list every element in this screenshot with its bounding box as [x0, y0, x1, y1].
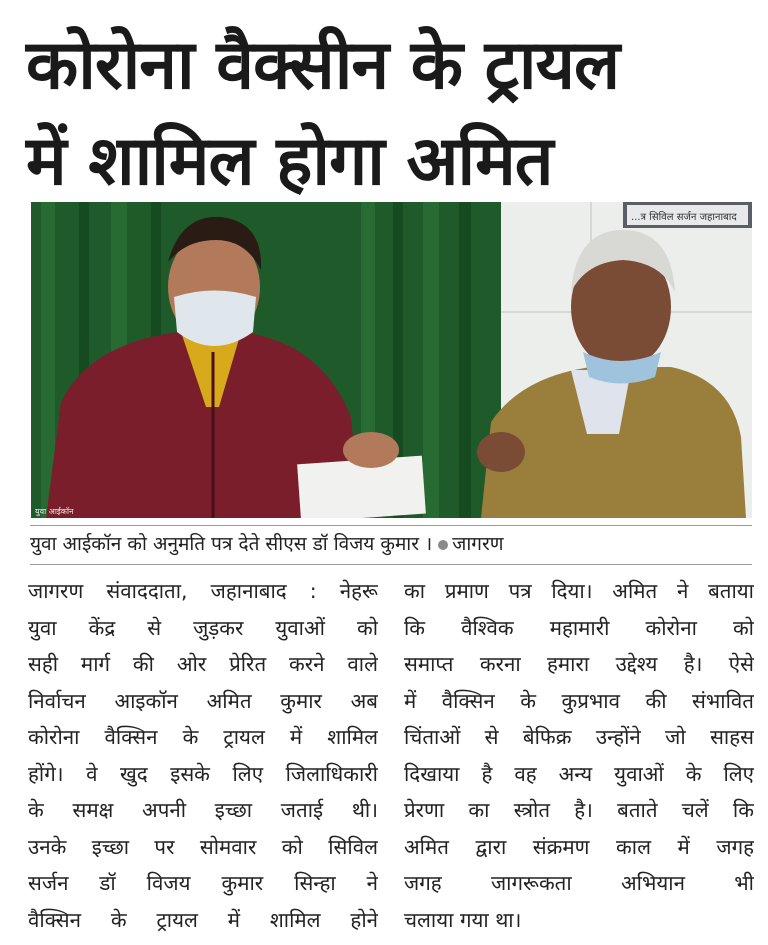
- news-photo: [31, 202, 752, 518]
- caption-bottom-rule: [30, 564, 752, 565]
- col2-line: जगह जागरूकता अभियान भी: [404, 871, 754, 895]
- col1-line: के समक्ष अपनी इच्छा जताई थी।: [28, 798, 378, 822]
- col1-line: जागरण संवाददाता, जहानाबाद : नेहरू: [28, 579, 378, 603]
- headline-line-2: में शामिल होगा अमित: [26, 122, 553, 201]
- col2-line: कि वैश्विक महामारी कोरोना को: [404, 615, 754, 640]
- col2-line: का प्रमाण पत्र दिया। अमित ने बताया: [404, 579, 754, 603]
- col1-line: निर्वाचन आइकॉन अमित कुमार अब: [28, 688, 378, 713]
- col2-line: अमित द्वारा संक्रमण काल में जगह: [404, 834, 754, 859]
- caption-source: जागरण: [452, 533, 504, 555]
- col2-line: प्रेरणा का स्त्रोत है। बताते चलें कि: [404, 798, 754, 822]
- headline-line-1: कोरोना वैक्सीन के ट्रायल: [26, 26, 620, 105]
- col2-line: दिखाया है वह अन्य युवाओं के लिए: [404, 761, 754, 786]
- col1-line: युवा केंद्र से जुड़कर युवाओं को: [28, 615, 378, 640]
- article-column-1: [28, 573, 378, 938]
- col1-line: होंगे। वे खुद इसके लिए जिलाधिकारी: [28, 761, 378, 786]
- bullet-icon: [438, 540, 448, 550]
- photo-illustration: [31, 202, 752, 518]
- photo-caption: [30, 531, 750, 557]
- photo-credit: युवा आईकॉन: [35, 507, 74, 516]
- col2-line: में वैक्सिन के कुप्रभाव की संभावित: [404, 688, 754, 713]
- col2-line: चिंताओं से बेफिक्र उन्होंने जो साहस: [404, 725, 754, 749]
- col1-line: कोरोना वैक्सिन के ट्रायल में शामिल: [28, 725, 378, 749]
- col2-line: चलाया गया था।: [404, 907, 522, 932]
- col1-line: उनके इच्छा पर सोमवार को सिविल: [28, 834, 378, 859]
- headline: [26, 18, 746, 210]
- caption-top-rule: [30, 525, 752, 526]
- sign-text: ...त्र सिविल सर्जन जहानाबाद: [631, 212, 737, 223]
- col1-line: सही मार्ग की ओर प्रेरित करने वाले: [28, 652, 378, 676]
- col1-line: सर्जन डॉ विजय कुमार सिन्हा ने: [28, 871, 378, 895]
- article-column-2: [404, 573, 754, 938]
- col2-line: समाप्त करना हमारा उद्देश्य है। ऐसे: [404, 652, 754, 676]
- col1-line: वैक्सिन के ट्रायल में शामिल होने: [28, 907, 378, 932]
- caption-text: युवा आईकॉन को अनुमति पत्र देते सीएस डॉ विजय कुमार ।: [30, 533, 433, 555]
